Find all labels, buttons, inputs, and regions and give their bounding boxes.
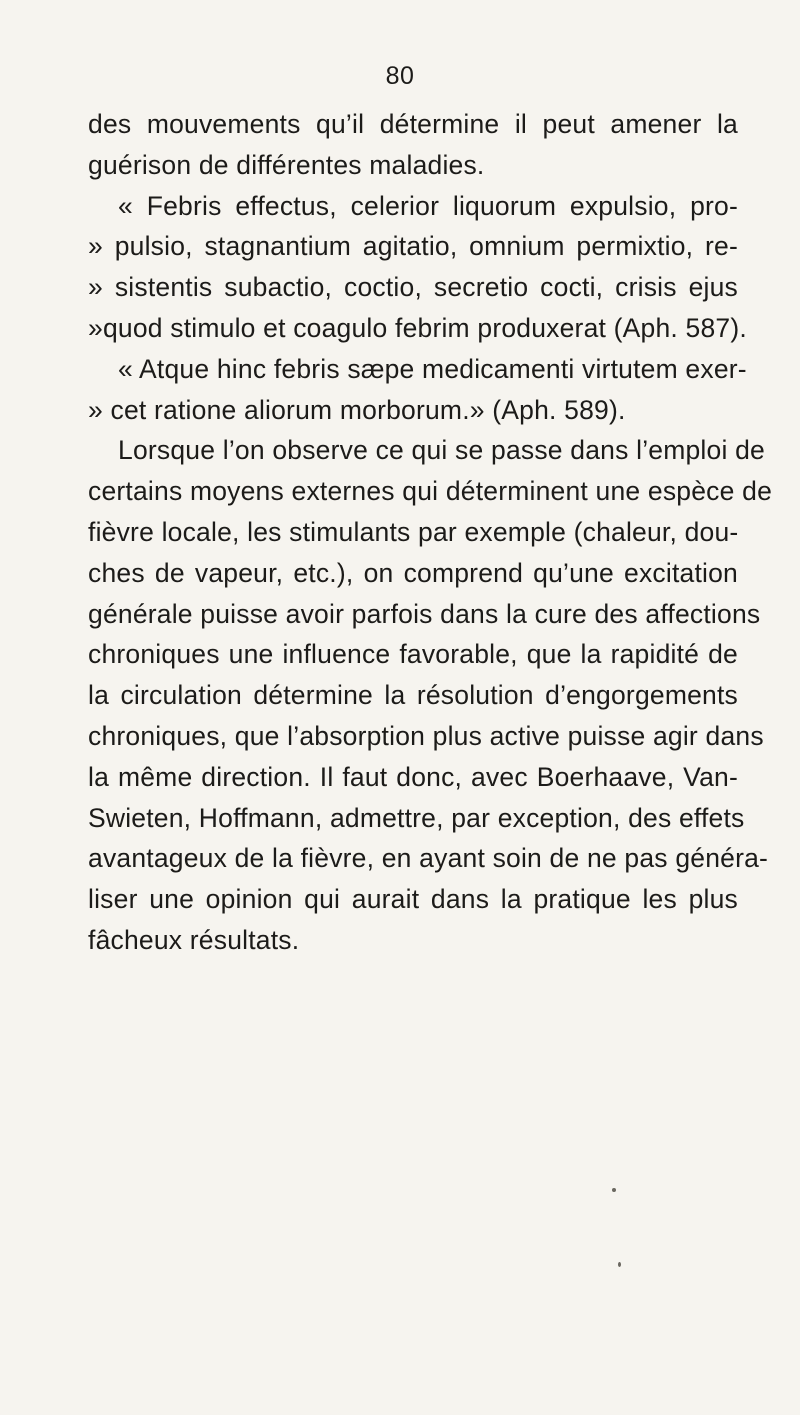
text-line: avantageux de la fièvre, en ayant soin de ne pas généra- bbox=[88, 843, 769, 874]
paper-speck bbox=[612, 1188, 616, 1192]
text-line: » pulsio, stagnantium agitatio, omnium permixtio, re- bbox=[88, 231, 738, 262]
text-line: la circulation détermine la résolution d’engorgements bbox=[88, 680, 738, 711]
text-line: »quod stimulo et coagulo febrim produxerat (Aph. 587). bbox=[88, 312, 747, 343]
paper-speck bbox=[618, 1262, 621, 1267]
text-line: « Febris effectus, celerior liquorum expulsio, pro- bbox=[118, 190, 738, 221]
text-line: ches de vapeur, etc.), on comprend qu’une excitation bbox=[88, 557, 738, 588]
text-line: » cet ratione aliorum morborum.» (Aph. 589). bbox=[88, 394, 626, 425]
text-line: liser une opinion qui aurait dans la pratique les plus bbox=[88, 884, 738, 915]
text-line: la même direction. Il faut donc, avec Boerhaave, Van- bbox=[88, 761, 738, 792]
text-line: fièvre locale, les stimulants par exemple (chaleur, dou- bbox=[88, 516, 739, 547]
text-line: générale puisse avoir parfois dans la cure des affections bbox=[88, 598, 761, 629]
text-line: « Atque hinc febris sæpe medicamenti virtutem exer- bbox=[118, 353, 747, 384]
text-line: fâcheux résultats. bbox=[88, 924, 300, 955]
text-line: chroniques une influence favorable, que la rapidité de bbox=[88, 639, 738, 670]
text-line: chroniques, que l’absorption plus active puisse agir dans bbox=[88, 720, 764, 751]
text-line: des mouvements qu’il détermine il peut amener la bbox=[88, 109, 738, 139]
text-line: guérison de différentes maladies. bbox=[88, 149, 485, 180]
text-line: Swieten, Hoffmann, admettre, par exception, des effets bbox=[88, 802, 745, 833]
text-line: Lorsque l’on observe ce qui se passe dans l’emploi de bbox=[118, 435, 765, 466]
page-number: 80 bbox=[385, 62, 415, 90]
text-line: certains moyens externes qui déterminent une espèce de bbox=[88, 476, 773, 507]
text-line: » sistentis subactio, coctio, secretio cocti, crisis ejus bbox=[88, 272, 738, 303]
body-text bbox=[88, 104, 773, 961]
